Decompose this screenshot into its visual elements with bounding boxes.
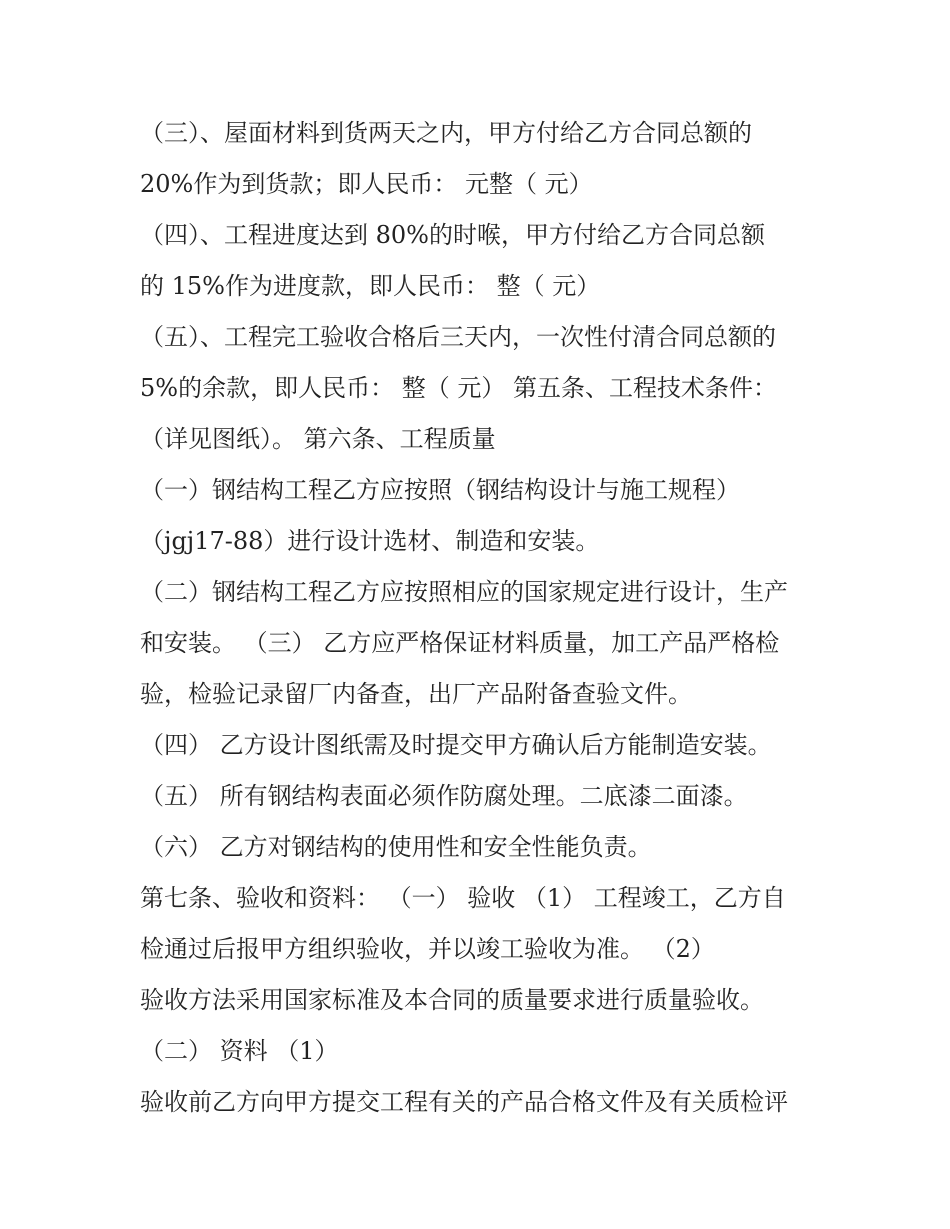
text-line-7: （详见图纸）。 第六条、工程质量 <box>140 425 496 453</box>
text-line-2: 20%作为到货款；即人民币： 元整（ 元） <box>140 170 593 198</box>
text-line-5: （五）、工程完工验收合格后三天内，一次性付清合同总额的 <box>140 323 776 351</box>
text-line-14: （五） 所有钢结构表面必须作防腐处理。二底漆二面漆。 <box>140 782 748 810</box>
text-line-18: 验收方法采用国家标准及本合同的质量要求进行质量验收。 <box>140 986 764 1014</box>
text-line-10: （二）钢结构工程乙方应按照相应的国家规定进行设计，生产 <box>140 578 788 606</box>
text-line-16: 第七条、验收和资料： （一） 验收 （1） 工程竣工，乙方自 <box>140 884 786 912</box>
text-line-20: 验收前乙方向甲方提交工程有关的产品合格文件及有关质检评 <box>140 1088 788 1116</box>
text-line-13: （四） 乙方设计图纸需及时提交甲方确认后方能制造安装。 <box>140 731 772 759</box>
contract-text-body <box>140 108 840 1128</box>
text-line-15: （六） 乙方对钢结构的使用性和安全性能负责。 <box>140 833 652 861</box>
text-line-19: （二） 资料 （1） <box>140 1037 339 1065</box>
text-line-9: （jgj17-88）进行设计选材、制造和安装。 <box>140 527 600 555</box>
text-line-8: （一）钢结构工程乙方应按照（钢结构设计与施工规程） <box>140 476 740 504</box>
text-line-1: （三）、屋面材料到货两天之内，甲方付给乙方合同总额的 <box>140 119 752 147</box>
text-line-4: 的 15%作为进度款，即人民币： 整（ 元） <box>140 272 601 300</box>
text-line-6: 5%的余款，即人民币： 整（ 元） 第五条、工程技术条件： <box>140 374 777 402</box>
text-line-3: （四）、工程进度达到 80%的时喉，甲方付给乙方合同总额 <box>140 221 765 249</box>
text-line-12: 验，检验记录留厂内备查，出厂产品附备查验文件。 <box>140 680 692 708</box>
text-line-11: 和安装。 （三） 乙方应严格保证材料质量，加工产品严格检 <box>140 629 780 657</box>
text-line-17: 检通过后报甲方组织验收，并以竣工验收为准。 （2） <box>140 935 715 963</box>
